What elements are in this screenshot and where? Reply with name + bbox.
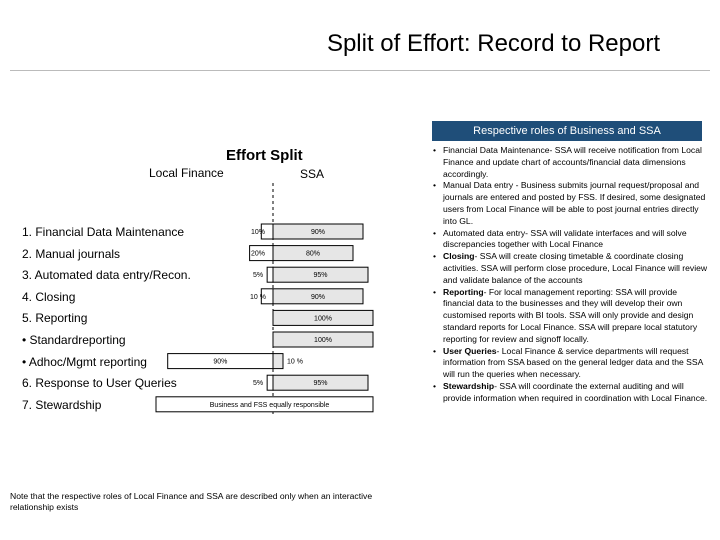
role-item-text: - SSA will create closing timetable & coordinate closing activities. SSA will perform close procedure, Local Finance will review and validate balance of the accounts xyxy=(443,251,708,285)
local-finance-value-label: 10% xyxy=(250,229,266,236)
role-item-heading: User Queries xyxy=(443,345,497,356)
bullet-icon: • xyxy=(433,145,437,155)
bullet-icon: • xyxy=(433,251,437,262)
local-finance-value-label: 5% xyxy=(252,272,264,280)
ssa-value-label: 95% xyxy=(313,272,328,280)
local-finance-bar xyxy=(267,267,273,282)
roles-header: Respective roles of Business and SSA xyxy=(432,121,702,141)
bullet-icon: • xyxy=(433,380,437,391)
local-finance-value-label: 5% xyxy=(252,380,264,388)
ssa-value-label: 90% xyxy=(310,293,326,301)
role-item-text: - SSA will coordinate the external auditing and will provide information when required in coordination with Local Finance. xyxy=(443,380,708,403)
local-finance-value-label: 20% xyxy=(250,250,266,258)
ssa-value-label: 90% xyxy=(310,229,326,236)
category-label: • Standardreporting xyxy=(22,333,126,347)
ssa-label: SSA xyxy=(300,167,325,181)
bullet-icon: • xyxy=(433,286,437,297)
category-label: 5. Reporting xyxy=(22,311,88,326)
category-label: 6. Response to User Queries xyxy=(22,376,177,391)
local-finance-value-label: 90% xyxy=(213,358,228,366)
ssa-value-label: 100% xyxy=(314,315,332,323)
category-label: • Adhoc/Mgmt reporting xyxy=(22,354,147,369)
role-item-heading: Stewardship xyxy=(443,380,495,391)
role-item-heading: Reporting xyxy=(443,286,484,297)
category-label: 2. Manual journals xyxy=(22,246,121,261)
role-item-text: Financial Data Maintenance- SSA will receive notification from Local Finance and update chart of accounts/financial data dimensions accordingly. xyxy=(443,145,702,179)
bullet-icon: • xyxy=(433,180,437,191)
ssa-value-label: 10 % xyxy=(287,358,303,366)
local-finance-bar xyxy=(267,375,273,390)
role-item-text: Automated data entry- SSA will validate interfaces and will solve discrepancies together with Local Finance xyxy=(443,227,687,250)
ssa-value-label: 95% xyxy=(313,380,328,388)
local-finance-label: Local Finance xyxy=(149,166,224,180)
category-label: 7. Stewardship xyxy=(22,397,102,412)
bullet-icon: • xyxy=(433,345,437,356)
bullet-icon: • xyxy=(433,227,437,238)
category-label: 3. Automated data entry/Recon. xyxy=(22,268,191,283)
ssa-bar xyxy=(273,354,283,369)
category-label: 4. Closing xyxy=(22,289,76,304)
ssa-value-label: 80% xyxy=(305,250,321,258)
shared-label: Business and FSS equally responsible xyxy=(209,401,330,409)
local-finance-value-label: 10 % xyxy=(250,293,266,301)
chart-title: Effort Split xyxy=(226,147,303,164)
role-item-text: Manual Data entry - Business submits journal request/proposal and journals are entered and posted by FSS. If desired, some designated users from Local Finance will be able to post journal entries directly into GL. xyxy=(443,180,706,226)
role-item-text: - Local Finance & service departments will request information from SSA based on the general ledger data and the SSA will run the queries when necessary. xyxy=(443,345,703,380)
slide-title: Split of Effort: Record to Report xyxy=(326,30,660,57)
footnote: Note that the respective roles of Local Finance and SSA are described only when an interactive relationship exists xyxy=(10,491,373,512)
role-item-heading: Closing xyxy=(443,251,475,262)
role-item-text: - For local management reporting: SSA will provide financial data to the businesses and they will develop their own customised reports with BI tools. SSA will only provide and design standard reports for Local Finance. SSA will prepare local statutory reporting for review and signoff locally. xyxy=(443,286,698,344)
category-label: 1. Financial Data Maintenance xyxy=(22,225,185,239)
ssa-value-label: 100% xyxy=(314,337,332,344)
